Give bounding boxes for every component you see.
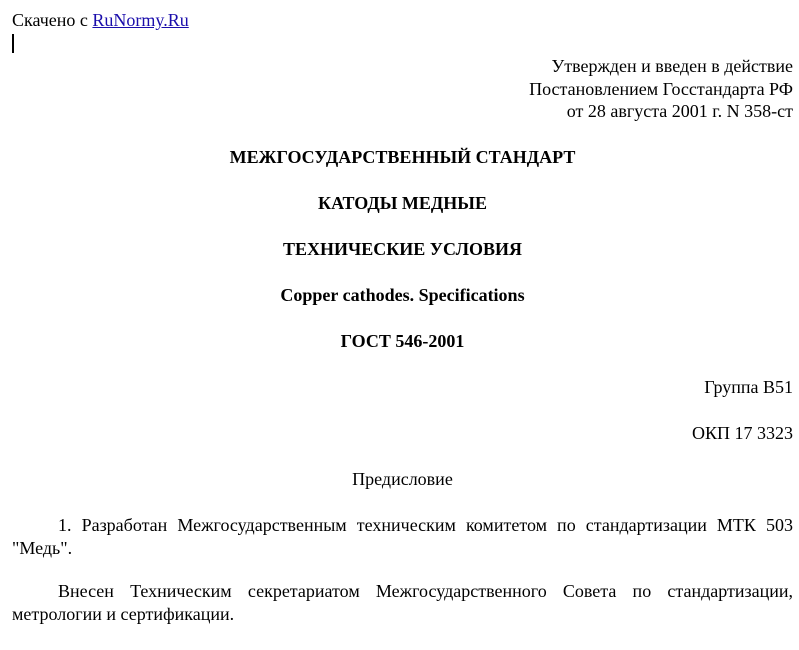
standard-code: ГОСТ 546-2001 xyxy=(340,331,465,351)
source-link[interactable]: RuNormy.Ru xyxy=(92,10,189,30)
text-cursor xyxy=(12,34,14,53)
english-title: Copper cathodes. Specifications xyxy=(280,285,525,305)
standard-type-title: МЕЖГОСУДАРСТВЕННЫЙ СТАНДАРТ xyxy=(229,147,576,167)
approval-line-3: от 28 августа 2001 г. N 358-ст xyxy=(566,101,793,121)
approval-line-2: Постановлением Госстандарта РФ xyxy=(529,79,793,99)
approval-line-1: Утвержден и введен в действие xyxy=(551,56,793,76)
classification-group: Группа В51 xyxy=(704,377,793,397)
source-line xyxy=(12,9,793,31)
preface-heading: Предисловие xyxy=(352,469,453,489)
preface-paragraph-1: 1. Разработан Межгосударственным техническим комитетом по стандартизации МТК 503 "Медь". xyxy=(12,515,793,558)
document-subtitle: ТЕХНИЧЕСКИЕ УСЛОВИЯ xyxy=(283,239,522,259)
preface-paragraph-2: Внесен Техническим секретариатом Межгосударственного Совета по стандартизации, метрологии и сертификации. xyxy=(12,581,793,624)
source-prefix: Скачено с xyxy=(12,10,93,30)
document-title: КАТОДЫ МЕДНЫЕ xyxy=(318,193,487,213)
okp-code: ОКП 17 3323 xyxy=(691,423,793,443)
document-page xyxy=(12,0,793,650)
